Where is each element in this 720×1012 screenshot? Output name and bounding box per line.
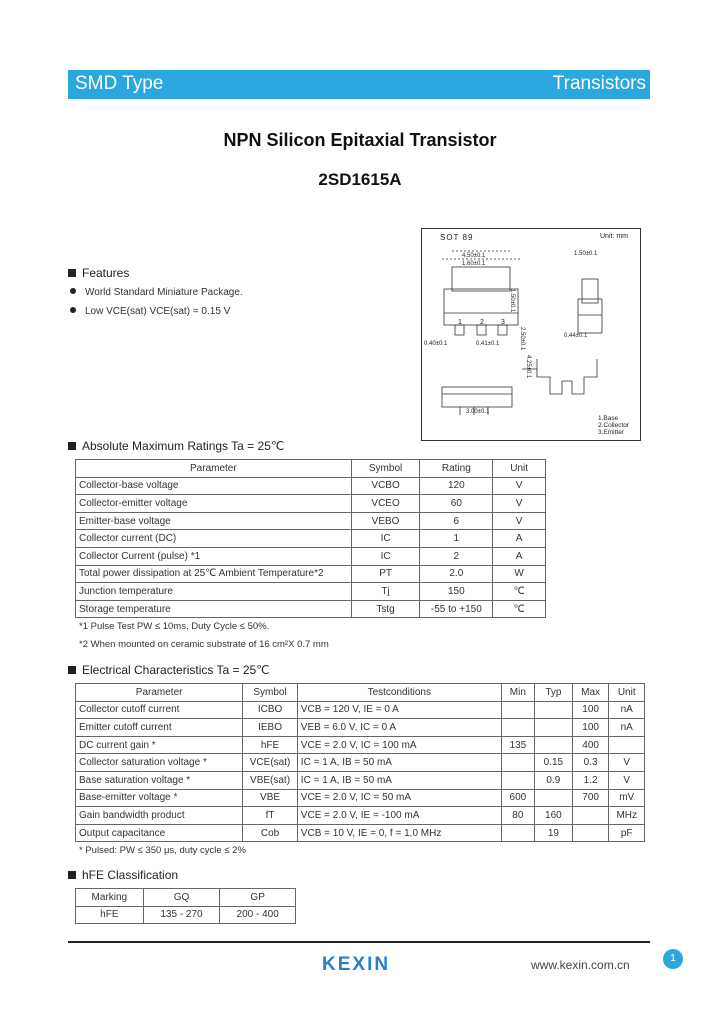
feature-item: Low VCE(sat) VCE(sat) = 0.15 V bbox=[70, 306, 230, 317]
table-cell: VBE(sat) bbox=[243, 771, 298, 789]
dimension-label: 0.41±0.1 bbox=[476, 341, 500, 347]
bullet-square-icon bbox=[68, 871, 76, 879]
footnote: *2 When mounted on ceramic substrate of 16 cm²X 0.7 mm bbox=[79, 639, 329, 650]
table-cell: IC bbox=[351, 547, 420, 565]
column-header: Unit bbox=[609, 684, 645, 702]
footer-divider bbox=[68, 941, 650, 943]
table-cell: VCEO bbox=[351, 495, 420, 513]
table-cell: VCE(sat) bbox=[243, 754, 298, 772]
pin-legend: 3.Emitter bbox=[598, 429, 625, 436]
pin-legend: 2.Collector bbox=[598, 422, 630, 429]
column-header: Unit bbox=[493, 460, 546, 478]
table-cell: A bbox=[493, 547, 546, 565]
table-cell: 120 bbox=[420, 477, 493, 495]
table-cell bbox=[501, 719, 534, 737]
package-drawing bbox=[421, 228, 641, 441]
table-cell: 60 bbox=[420, 495, 493, 513]
dimension-label: 4.50±0.1 bbox=[462, 253, 486, 259]
table-row bbox=[76, 701, 645, 719]
bullet-square-icon bbox=[68, 666, 76, 674]
dimension-label: 1.50±0.1 bbox=[509, 289, 515, 313]
table-cell: IC bbox=[351, 530, 420, 548]
table-cell: Tstg bbox=[351, 600, 420, 618]
table-cell: 2 bbox=[420, 547, 493, 565]
table-cell: nA bbox=[609, 719, 645, 737]
table-cell: IC = 1 A, IB = 50 mA bbox=[297, 754, 501, 772]
table-cell: VCE = 2.0 V, IC = 100 mA bbox=[297, 736, 501, 754]
column-header: Typ bbox=[534, 684, 572, 702]
package-name: SOT 89 bbox=[440, 233, 474, 242]
table-cell: Storage temperature bbox=[76, 600, 352, 618]
column-header: Parameter bbox=[76, 460, 352, 478]
table-cell: 100 bbox=[572, 719, 609, 737]
table-cell: GP bbox=[220, 889, 296, 907]
header-right: Transistors bbox=[552, 73, 646, 94]
header-left: SMD Type bbox=[75, 73, 164, 94]
pin-legend: 1.Base bbox=[598, 415, 619, 422]
table-cell: 150 bbox=[420, 583, 493, 601]
table-cell: nA bbox=[609, 701, 645, 719]
table-cell: 700 bbox=[572, 789, 609, 807]
table-cell: Collector-emitter voltage bbox=[76, 495, 352, 513]
column-header: Symbol bbox=[243, 684, 298, 702]
table-row bbox=[76, 547, 546, 565]
table-cell: Collector cutoff current bbox=[76, 701, 243, 719]
column-header: Rating bbox=[420, 460, 493, 478]
hfe-heading: hFE Classification bbox=[68, 868, 178, 882]
table-cell: VCB = 120 V, IE = 0 A bbox=[297, 701, 501, 719]
table-cell: Cob bbox=[243, 824, 298, 842]
table-cell: 600 bbox=[501, 789, 534, 807]
table-row bbox=[76, 754, 645, 772]
table-cell: VCBO bbox=[351, 477, 420, 495]
column-header: Testconditions bbox=[297, 684, 501, 702]
table-row bbox=[76, 906, 296, 924]
table-cell: Junction temperature bbox=[76, 583, 352, 601]
table-cell: Base-emitter voltage * bbox=[76, 789, 243, 807]
table-cell: mV bbox=[609, 789, 645, 807]
table-cell: Marking bbox=[76, 889, 144, 907]
table-cell: 2.0 bbox=[420, 565, 493, 583]
table-row bbox=[76, 477, 546, 495]
table-row bbox=[76, 512, 546, 530]
table-cell: Tj bbox=[351, 583, 420, 601]
table-row bbox=[76, 719, 645, 737]
bullet-dot-icon bbox=[70, 307, 76, 313]
table-cell: MHz bbox=[609, 807, 645, 825]
table-cell: Base saturation voltage * bbox=[76, 771, 243, 789]
table-cell: Total power dissipation at 25℃ Ambient Temperature*2 bbox=[76, 565, 352, 583]
table-cell: ICBO bbox=[243, 701, 298, 719]
table-cell: PT bbox=[351, 565, 420, 583]
company-logo: KEXIN bbox=[322, 954, 391, 975]
table-row bbox=[76, 600, 546, 618]
column-header: Parameter bbox=[76, 684, 243, 702]
table-row bbox=[76, 771, 645, 789]
table-cell bbox=[572, 824, 609, 842]
table-cell: 0.9 bbox=[534, 771, 572, 789]
table-cell bbox=[534, 701, 572, 719]
bullet-square-icon bbox=[68, 269, 76, 277]
table-cell: VBE bbox=[243, 789, 298, 807]
bullet-square-icon bbox=[68, 442, 76, 450]
table-row bbox=[76, 583, 546, 601]
table-cell bbox=[501, 701, 534, 719]
table-cell: 80 bbox=[501, 807, 534, 825]
package-unit: Unit: mm bbox=[600, 233, 628, 240]
table-row bbox=[76, 565, 546, 583]
dimension-label: 0.40±0.1 bbox=[424, 341, 448, 347]
table-cell: 1 bbox=[420, 530, 493, 548]
header-banner bbox=[68, 70, 650, 99]
table-cell bbox=[572, 807, 609, 825]
table-cell: Collector-base voltage bbox=[76, 477, 352, 495]
feature-item: World Standard Miniature Package. bbox=[70, 287, 243, 298]
table-cell: VEB = 6.0 V, IC = 0 A bbox=[297, 719, 501, 737]
table-cell: 160 bbox=[534, 807, 572, 825]
table-cell: pF bbox=[609, 824, 645, 842]
footnote: *1 Pulse Test PW ≤ 10ms, Duty Cycle ≤ 50%. bbox=[79, 621, 270, 632]
dimension-label: 0.44±0.1 bbox=[564, 333, 588, 339]
table-cell: ℃ bbox=[493, 583, 546, 601]
table-cell: V bbox=[609, 771, 645, 789]
table-cell: 0.15 bbox=[534, 754, 572, 772]
table-cell bbox=[501, 771, 534, 789]
table-cell: VCB = 10 V, IE = 0, f = 1.0 MHz bbox=[297, 824, 501, 842]
table-cell: Collector Current (pulse) *1 bbox=[76, 547, 352, 565]
table-row bbox=[76, 824, 645, 842]
table-cell: 400 bbox=[572, 736, 609, 754]
table-header-row bbox=[76, 684, 645, 702]
table-cell: 135 bbox=[501, 736, 534, 754]
dimension-label: 4.25±0.1 bbox=[525, 355, 531, 379]
elec-table bbox=[75, 683, 645, 842]
table-cell: Collector saturation voltage * bbox=[76, 754, 243, 772]
table-cell: Emitter-base voltage bbox=[76, 512, 352, 530]
table-row bbox=[76, 807, 645, 825]
table-cell: Collector current (DC) bbox=[76, 530, 352, 548]
abs-max-heading: Absolute Maximum Ratings Ta = 25℃ bbox=[68, 439, 284, 453]
table-cell: 0.3 bbox=[572, 754, 609, 772]
page-number: 1 bbox=[663, 949, 683, 969]
table-cell: Output capacitance bbox=[76, 824, 243, 842]
pin-label: 3 bbox=[501, 319, 505, 326]
table-cell: 19 bbox=[534, 824, 572, 842]
table-cell: 100 bbox=[572, 701, 609, 719]
table-cell bbox=[501, 754, 534, 772]
dimension-label: 1.50±0.1 bbox=[574, 251, 598, 257]
table-cell: Emitter cutoff current bbox=[76, 719, 243, 737]
pin-label: 2 bbox=[480, 319, 484, 326]
table-cell: fT bbox=[243, 807, 298, 825]
table-cell: V bbox=[493, 512, 546, 530]
table-cell: V bbox=[609, 754, 645, 772]
table-cell: ℃ bbox=[493, 600, 546, 618]
document-title: NPN Silicon Epitaxial Transistor bbox=[223, 130, 497, 150]
table-row bbox=[76, 530, 546, 548]
table-cell bbox=[534, 736, 572, 754]
abs-max-table bbox=[75, 459, 546, 618]
part-number: 2SD1615A bbox=[318, 170, 402, 189]
table-cell: IC = 1 A, IB = 50 mA bbox=[297, 771, 501, 789]
table-cell: GQ bbox=[143, 889, 220, 907]
table-cell: IEBO bbox=[243, 719, 298, 737]
table-cell bbox=[609, 736, 645, 754]
table-cell: 6 bbox=[420, 512, 493, 530]
column-header: Max bbox=[572, 684, 609, 702]
column-header: Min bbox=[501, 684, 534, 702]
table-row bbox=[76, 789, 645, 807]
dimension-label: 2.50±0.1 bbox=[519, 327, 525, 351]
table-cell: Gain bandwidth product bbox=[76, 807, 243, 825]
bullet-dot-icon bbox=[70, 288, 76, 294]
table-cell bbox=[534, 719, 572, 737]
elec-heading: Electrical Characteristics Ta = 25℃ bbox=[68, 663, 270, 677]
table-cell: A bbox=[493, 530, 546, 548]
table-cell bbox=[534, 789, 572, 807]
table-cell: W bbox=[493, 565, 546, 583]
features-heading: Features bbox=[68, 266, 129, 280]
table-cell: hFE bbox=[243, 736, 298, 754]
pin-label: 1 bbox=[458, 319, 462, 326]
table-cell: 1.2 bbox=[572, 771, 609, 789]
table-row bbox=[76, 495, 546, 513]
table-row bbox=[76, 889, 296, 907]
table-cell: hFE bbox=[76, 906, 144, 924]
table-cell: 135 - 270 bbox=[143, 906, 220, 924]
dimension-label: 3.00±0.1 bbox=[466, 409, 490, 415]
dimension-label: 1.60±0.1 bbox=[462, 261, 486, 267]
table-cell: DC current gain * bbox=[76, 736, 243, 754]
table-cell: VCE = 2.0 V, IC = 50 mA bbox=[297, 789, 501, 807]
footnote: * Pulsed: PW ≤ 350 μs, duty cycle ≤ 2% bbox=[79, 845, 246, 856]
table-cell bbox=[501, 824, 534, 842]
table-header-row bbox=[76, 460, 546, 478]
table-cell: V bbox=[493, 477, 546, 495]
company-url[interactable]: www.kexin.com.cn bbox=[531, 958, 630, 972]
table-cell: V bbox=[493, 495, 546, 513]
table-cell: VEBO bbox=[351, 512, 420, 530]
table-row bbox=[76, 736, 645, 754]
column-header: Symbol bbox=[351, 460, 420, 478]
table-cell: 200 - 400 bbox=[220, 906, 296, 924]
table-cell: -55 to +150 bbox=[420, 600, 493, 618]
hfe-table bbox=[75, 888, 296, 924]
table-cell: VCE = 2.0 V, IE = -100 mA bbox=[297, 807, 501, 825]
